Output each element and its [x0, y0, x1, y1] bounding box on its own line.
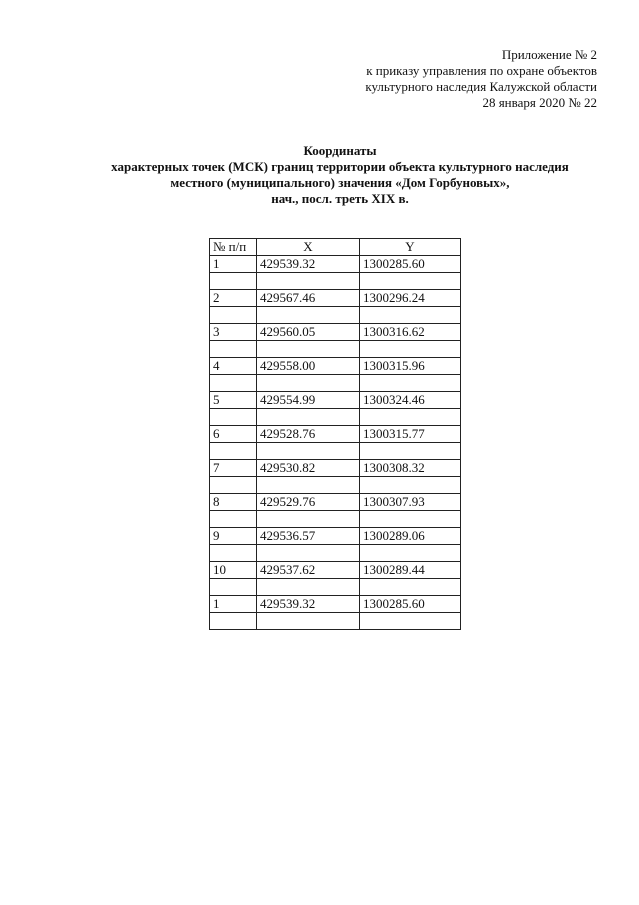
cell-x: 429528.76 [257, 426, 360, 443]
header-y: Y [360, 239, 461, 256]
cell-x: 429529.76 [257, 494, 360, 511]
empty-cell [360, 341, 461, 358]
empty-cell [210, 511, 257, 528]
cell-num: 10 [210, 562, 257, 579]
table-row [210, 256, 461, 273]
empty-cell [210, 375, 257, 392]
table-spacer-row [210, 409, 461, 426]
cell-y: 1300315.96 [360, 358, 461, 375]
title-line: нач., посл. треть XIX в. [271, 191, 409, 206]
empty-cell [360, 409, 461, 426]
title-line: местного (муниципального) значения «Дом Горбуновых», [170, 175, 510, 190]
empty-cell [360, 443, 461, 460]
appendix-line: культурного наследия Калужской области [365, 79, 597, 94]
cell-y: 1300289.06 [360, 528, 461, 545]
empty-cell [360, 545, 461, 562]
cell-num: 7 [210, 460, 257, 477]
header-x: X [257, 239, 360, 256]
cell-y: 1300289.44 [360, 562, 461, 579]
empty-cell [257, 341, 360, 358]
empty-cell [360, 579, 461, 596]
table-row [210, 460, 461, 477]
empty-cell [210, 443, 257, 460]
cell-x: 429539.32 [257, 596, 360, 613]
table-row [210, 392, 461, 409]
table-spacer-row [210, 273, 461, 290]
cell-num: 4 [210, 358, 257, 375]
empty-cell [257, 273, 360, 290]
empty-cell [210, 273, 257, 290]
table-spacer-row [210, 511, 461, 528]
appendix-line: к приказу управления по охране объектов [366, 63, 597, 78]
cell-x: 429567.46 [257, 290, 360, 307]
empty-cell [360, 307, 461, 324]
table-spacer-row [210, 443, 461, 460]
cell-x: 429558.00 [257, 358, 360, 375]
cell-num: 2 [210, 290, 257, 307]
cell-x: 429539.32 [257, 256, 360, 273]
table-spacer-row [210, 613, 461, 630]
table-body [210, 256, 461, 630]
table-spacer-row [210, 579, 461, 596]
empty-cell [257, 545, 360, 562]
cell-num: 6 [210, 426, 257, 443]
cell-num: 3 [210, 324, 257, 341]
title-line: характерных точек (МСК) границ территории объекта культурного наследия [111, 159, 569, 174]
table-row [210, 324, 461, 341]
empty-cell [257, 579, 360, 596]
empty-cell [360, 613, 461, 630]
table-row [210, 290, 461, 307]
title-line: Координаты [303, 143, 377, 158]
cell-y: 1300285.60 [360, 596, 461, 613]
cell-y: 1300285.60 [360, 256, 461, 273]
table-row [210, 528, 461, 545]
cell-x: 429554.99 [257, 392, 360, 409]
cell-y: 1300315.77 [360, 426, 461, 443]
empty-cell [257, 307, 360, 324]
empty-cell [257, 375, 360, 392]
cell-x: 429537.62 [257, 562, 360, 579]
appendix-header [365, 47, 597, 111]
cell-num: 8 [210, 494, 257, 511]
cell-x: 429560.05 [257, 324, 360, 341]
table-spacer-row [210, 341, 461, 358]
empty-cell [210, 307, 257, 324]
cell-num: 1 [210, 256, 257, 273]
table-header-row [210, 239, 461, 256]
empty-cell [257, 443, 360, 460]
table-spacer-row [210, 375, 461, 392]
table-row [210, 562, 461, 579]
table-row [210, 596, 461, 613]
empty-cell [360, 273, 461, 290]
cell-num: 1 [210, 596, 257, 613]
cell-y: 1300296.24 [360, 290, 461, 307]
empty-cell [210, 579, 257, 596]
coordinates-table [209, 238, 461, 630]
cell-num: 5 [210, 392, 257, 409]
cell-y: 1300308.32 [360, 460, 461, 477]
cell-x: 429530.82 [257, 460, 360, 477]
cell-y: 1300324.46 [360, 392, 461, 409]
empty-cell [257, 511, 360, 528]
empty-cell [210, 613, 257, 630]
cell-x: 429536.57 [257, 528, 360, 545]
table-row [210, 358, 461, 375]
empty-cell [210, 409, 257, 426]
empty-cell [210, 545, 257, 562]
header-num: № п/п [210, 239, 257, 256]
table-spacer-row [210, 545, 461, 562]
empty-cell [360, 477, 461, 494]
appendix-line: Приложение № 2 [501, 47, 597, 62]
document-title [60, 143, 620, 207]
table-spacer-row [210, 307, 461, 324]
cell-y: 1300316.62 [360, 324, 461, 341]
empty-cell [360, 375, 461, 392]
empty-cell [210, 341, 257, 358]
empty-cell [210, 477, 257, 494]
table-spacer-row [210, 477, 461, 494]
empty-cell [257, 477, 360, 494]
cell-y: 1300307.93 [360, 494, 461, 511]
cell-num: 9 [210, 528, 257, 545]
empty-cell [257, 409, 360, 426]
table-row [210, 426, 461, 443]
empty-cell [257, 613, 360, 630]
empty-cell [360, 511, 461, 528]
appendix-line: 28 января 2020 № 22 [482, 95, 597, 110]
table-row [210, 494, 461, 511]
